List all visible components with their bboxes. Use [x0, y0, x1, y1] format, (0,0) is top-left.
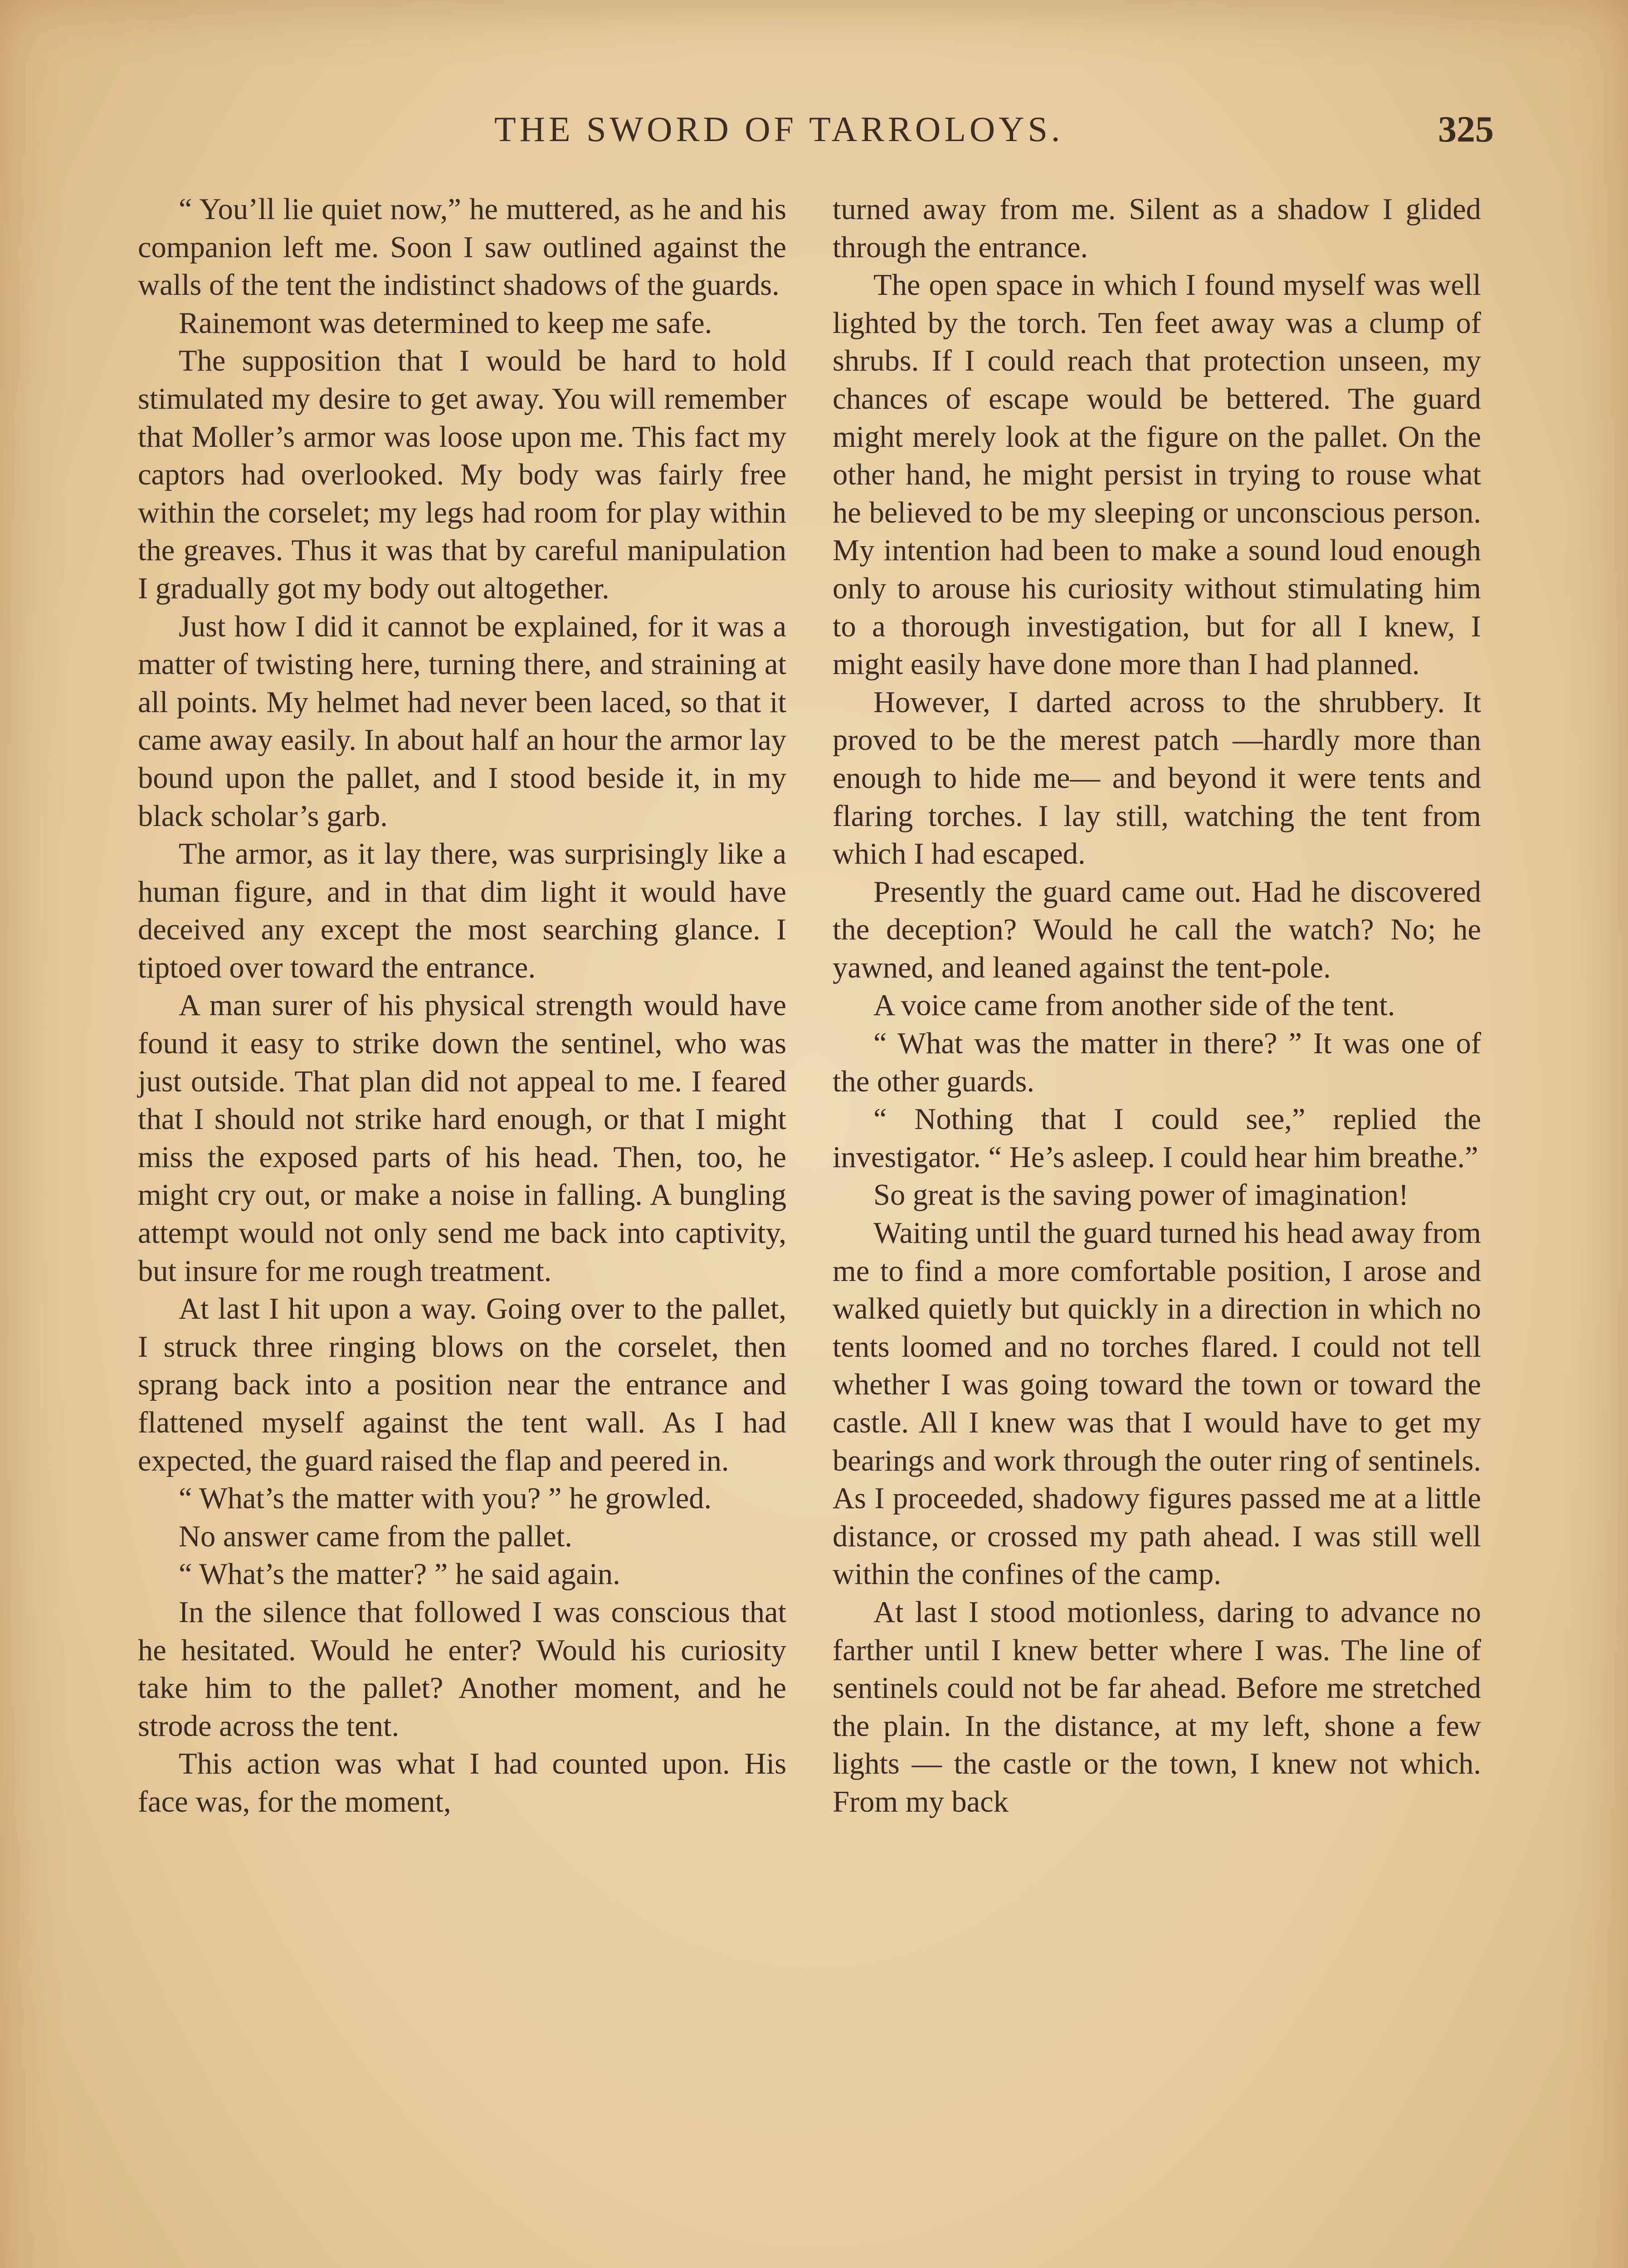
paragraph: “ What was the matter in there? ” It was one of the other guards. [833, 1027, 1481, 1098]
paragraph: A man surer of his physical strength would have found it easy to strike down the sentinel, who was just outside. That plan did not appeal to me. I feared that I should not strike hard enough, or that I might miss the exposed parts of his head. Then, too, he might cry out, or make a noise in falling. A bungling attempt would not only send me back into captivity, but insure for me rough treatment. [138, 989, 786, 1288]
paragraph: “ You’ll lie quiet now,” he muttered, as he and his companion left me. Soon I saw outlined against the walls of the tent the indistinct shadows of the guards. [138, 193, 786, 302]
paragraph: Rainemont was determined to keep me safe. [179, 306, 712, 340]
paragraph: At last I hit upon a way. Going over to the pallet, I struck three ringing blows on the corselet, then sprang back into a position near the entrance and flattened myself against the tent wall. As I had expected, the guard raised the flap and peered in. [138, 1292, 786, 1477]
paragraph: At last I stood motionless, daring to advance no farther until I knew better where I was. The line of sentinels could not be far ahead. Before me stretched the plain. In the distance, at my left, shone a few lights — the castle or the town, I knew not which. From my back [833, 1595, 1481, 1818]
paragraph: A voice came from another side of the tent. [873, 989, 1395, 1022]
paragraph: The open space in which I found myself was well lighted by the torch. Ten feet away was a clump of shrubs. If I could reach that protection unseen, my chances of escape would be bettered. The guard might merely look at the figure on the pallet. On the other hand, he might persist in trying to rouse what he believed to be my sleeping or unconscious person. My intention had been to make a sound loud enough only to arouse his curiosity without stimulating him to a thorough investigation, but for all I knew, I might easily have done more than I had planned. [833, 269, 1481, 681]
paragraph: So great is the saving power of imagination! [873, 1178, 1409, 1212]
running-title: THE SWORD OF TARROLOYS. [494, 109, 1064, 149]
paragraph: The armor, as it lay there, was surprisingly like a human figure, and in that dim light it would have deceived any except the most searching glance. I tiptoed over toward the entrance. [138, 837, 786, 984]
paragraph: No answer came from the pallet. [179, 1520, 572, 1553]
paragraph: “ What’s the matter? ” he said again. [179, 1558, 620, 1591]
page-number: 325 [1438, 108, 1494, 150]
paragraph: Just how I did it cannot be explained, for it was a matter of twisting here, turning there, and straining at all points. My helmet had never been laced, so that it came away easily. In about half an hour the armor lay bound upon the pallet, and I stood beside it, in my black scholar’s garb. [138, 610, 786, 833]
paragraph: In the silence that followed I was conscious that he hesitated. Would he enter? Would his curiosity take him to the pallet? Another moment, and he strode across the tent. [138, 1595, 786, 1743]
paragraph: turned away from me. Silent as a shadow I glided through the entrance. [833, 193, 1481, 264]
paragraph: “ What’s the matter with you? ” he growled. [179, 1482, 712, 1515]
paragraph: The supposition that I would be hard to hold stimulated my desire to get away. You will remember that Moller’s armor was loose upon me. This fact my captors had overlooked. My body was fairly free within the corselet; my legs had room for play within the greaves. Thus it was that by careful manipulation I gradually got my body out altogether. [138, 344, 786, 605]
paragraph: Presently the guard came out. Had he discovered the deception? Would he call the watch? No; he yawned, and leaned against the tent-pole. [833, 875, 1481, 984]
left-text-column [138, 191, 786, 1821]
paragraph: “ Nothing that I could see,” replied the investigator. “ He’s asleep. I could hear him breathe.” [833, 1103, 1481, 1174]
paragraph: Waiting until the guard turned his head away from me to find a more comfortable position, I arose and walked quietly but quickly in a direction in which no tents loomed and no torches flared. I could not tell whether I was going toward the town or toward the castle. All I knew was that I would have to get my bearings and work through the outer ring of sentinels. As I proceeded, shadowy figures passed me at a little distance, or crossed my path ahead. I was still well within the confines of the camp. [833, 1217, 1481, 1591]
paragraph: This action was what I had counted upon. His face was, for the moment, [138, 1747, 786, 1818]
right-text-column [833, 191, 1481, 1821]
paragraph: However, I darted across to the shrubbery. It proved to be the merest patch —hardly more than enough to hide me— and beyond it were tents and flaring torches. I lay still, watching the tent from which I had escaped. [833, 685, 1481, 871]
